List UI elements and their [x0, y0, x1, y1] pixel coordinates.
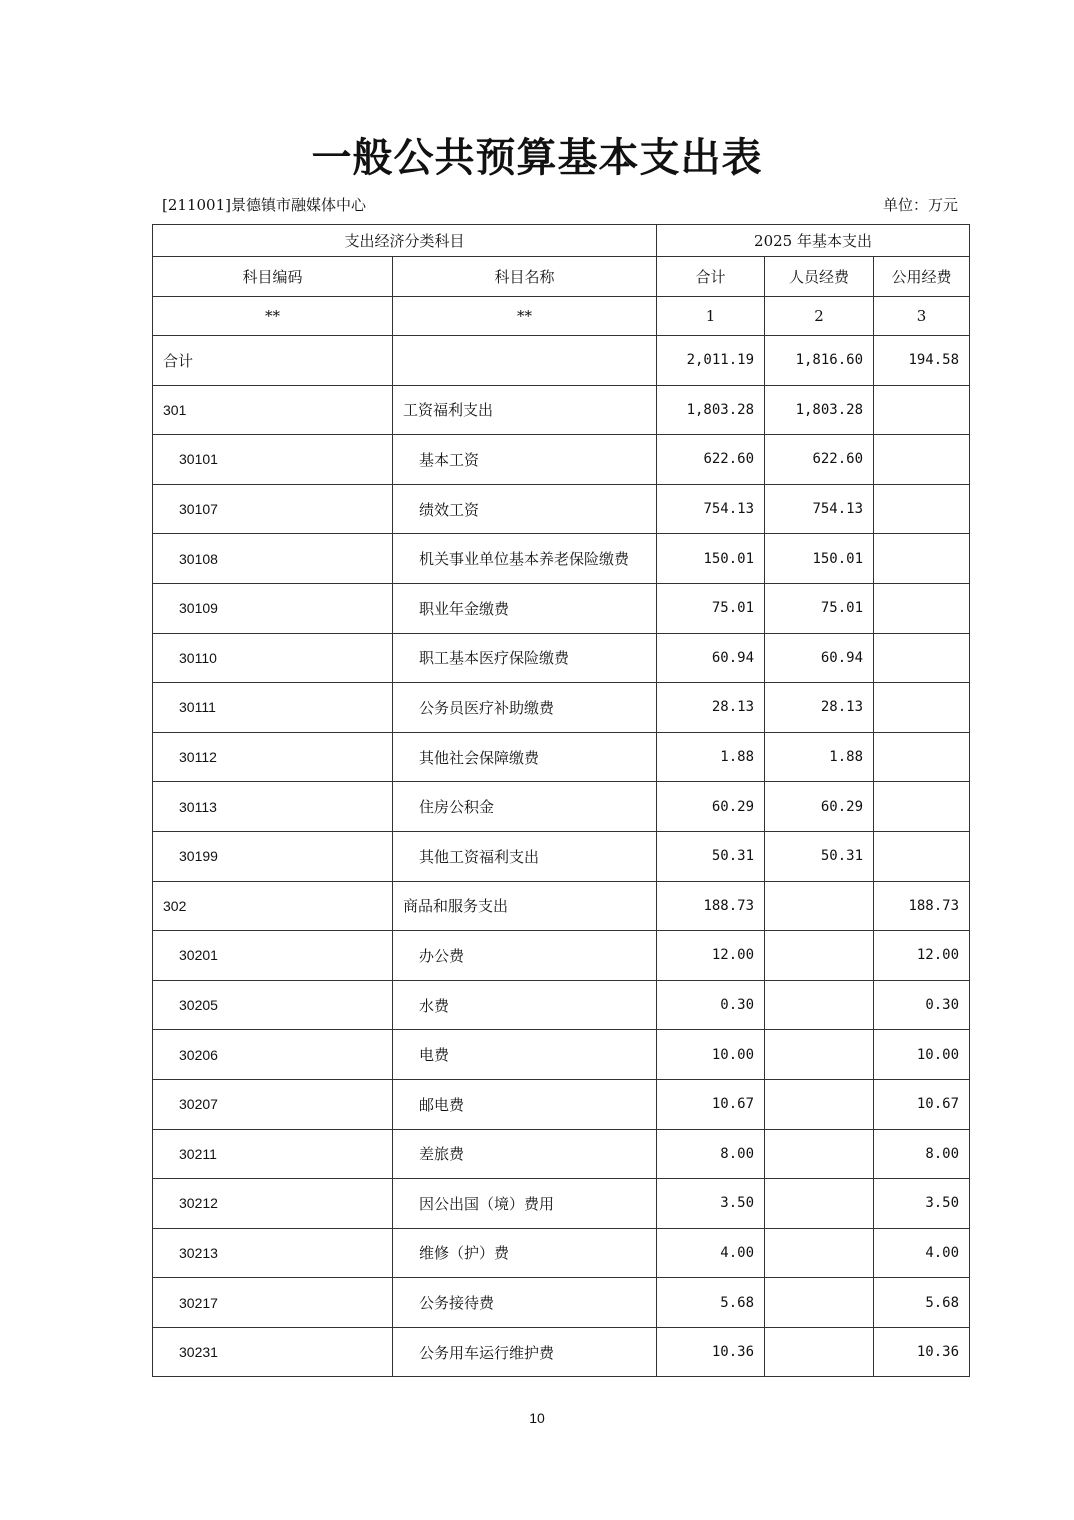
header-group-row	[153, 225, 970, 257]
cell-public: 0.30	[874, 980, 970, 1030]
header-group-left: 支出经济分类科目	[153, 225, 657, 257]
cell-public: 8.00	[874, 1129, 970, 1179]
cell-public	[874, 435, 970, 485]
cell-name: 其他工资福利支出	[393, 831, 657, 881]
table-row	[153, 1327, 970, 1377]
table-row	[153, 1030, 970, 1080]
cell-public	[874, 583, 970, 633]
cell-total: 150.01	[657, 534, 765, 584]
cell-personnel: 1.88	[765, 732, 874, 782]
cell-code: 301	[153, 385, 393, 435]
cell-total: 10.00	[657, 1030, 765, 1080]
cell-personnel	[765, 980, 874, 1030]
cell-name: 基本工资	[393, 435, 657, 485]
cell-name: 邮电费	[393, 1079, 657, 1129]
cell-total: 754.13	[657, 484, 765, 534]
cell-personnel	[765, 1327, 874, 1377]
cell-name	[393, 336, 657, 386]
index-code: **	[153, 297, 393, 336]
cell-public: 10.00	[874, 1030, 970, 1080]
cell-code: 30107	[153, 484, 393, 534]
cell-name: 工资福利支出	[393, 385, 657, 435]
cell-personnel	[765, 1179, 874, 1229]
cell-total: 622.60	[657, 435, 765, 485]
cell-personnel: 28.13	[765, 683, 874, 733]
cell-total: 75.01	[657, 583, 765, 633]
cell-total: 5.68	[657, 1278, 765, 1328]
cell-personnel: 754.13	[765, 484, 874, 534]
cell-code: 30217	[153, 1278, 393, 1328]
cell-code: 30111	[153, 683, 393, 733]
cell-name: 其他社会保障缴费	[393, 732, 657, 782]
table-row	[153, 1129, 970, 1179]
cell-name: 公务员医疗补助缴费	[393, 683, 657, 733]
table-row	[153, 931, 970, 981]
cell-personnel: 75.01	[765, 583, 874, 633]
unit-label: 单位：万元	[882, 196, 958, 214]
cell-code: 30101	[153, 435, 393, 485]
cell-personnel: 1,816.60	[765, 336, 874, 386]
cell-code: 30112	[153, 732, 393, 782]
header-columns-row	[153, 257, 970, 297]
table-row	[153, 534, 970, 584]
cell-code: 302	[153, 881, 393, 931]
cell-personnel: 1,803.28	[765, 385, 874, 435]
page-number: 10	[529, 1410, 545, 1426]
cell-personnel: 150.01	[765, 534, 874, 584]
cell-code: 30201	[153, 931, 393, 981]
table-row	[153, 484, 970, 534]
header-total: 合计	[657, 257, 765, 297]
cell-name: 职工基本医疗保险缴费	[393, 633, 657, 683]
cell-personnel: 60.29	[765, 782, 874, 832]
cell-public: 10.67	[874, 1079, 970, 1129]
cell-public: 188.73	[874, 881, 970, 931]
cell-personnel	[765, 881, 874, 931]
index-personnel: 2	[765, 297, 874, 336]
cell-name: 因公出国（境）费用	[393, 1179, 657, 1229]
cell-public: 4.00	[874, 1228, 970, 1278]
cell-total: 50.31	[657, 831, 765, 881]
cell-code: 30199	[153, 831, 393, 881]
cell-name: 办公费	[393, 931, 657, 981]
page-title: 一般公共预算基本支出表	[311, 134, 763, 181]
cell-code: 30211	[153, 1129, 393, 1179]
cell-name: 住房公积金	[393, 782, 657, 832]
cell-name: 水费	[393, 980, 657, 1030]
cell-total: 0.30	[657, 980, 765, 1030]
cell-total: 60.29	[657, 782, 765, 832]
cell-total: 8.00	[657, 1129, 765, 1179]
cell-code: 30207	[153, 1079, 393, 1129]
table-row	[153, 435, 970, 485]
table-row	[153, 980, 970, 1030]
header-code: 科目编码	[153, 257, 393, 297]
cell-total: 1.88	[657, 732, 765, 782]
cell-code: 30206	[153, 1030, 393, 1080]
cell-public	[874, 831, 970, 881]
cell-name: 绩效工资	[393, 484, 657, 534]
cell-total: 12.00	[657, 931, 765, 981]
cell-total: 188.73	[657, 881, 765, 931]
table-row	[153, 336, 970, 386]
cell-personnel	[765, 1228, 874, 1278]
budget-table	[152, 224, 970, 1377]
index-total: 1	[657, 297, 765, 336]
cell-personnel: 50.31	[765, 831, 874, 881]
cell-total: 1,803.28	[657, 385, 765, 435]
table-row	[153, 782, 970, 832]
cell-public	[874, 385, 970, 435]
cell-public: 12.00	[874, 931, 970, 981]
index-name: **	[393, 297, 657, 336]
cell-total: 2,011.19	[657, 336, 765, 386]
cell-name: 电费	[393, 1030, 657, 1080]
cell-total: 28.13	[657, 683, 765, 733]
cell-public: 10.36	[874, 1327, 970, 1377]
cell-personnel	[765, 1079, 874, 1129]
cell-public	[874, 484, 970, 534]
cell-total: 10.67	[657, 1079, 765, 1129]
table-row	[153, 1079, 970, 1129]
cell-total: 10.36	[657, 1327, 765, 1377]
cell-name: 维修（护）费	[393, 1228, 657, 1278]
header-index-row	[153, 297, 970, 336]
header-name: 科目名称	[393, 257, 657, 297]
cell-public	[874, 782, 970, 832]
cell-code: 合计	[153, 336, 393, 386]
cell-personnel	[765, 1129, 874, 1179]
cell-code: 30109	[153, 583, 393, 633]
cell-public	[874, 732, 970, 782]
cell-public	[874, 633, 970, 683]
cell-code: 30108	[153, 534, 393, 584]
cell-personnel	[765, 931, 874, 981]
table-row	[153, 583, 970, 633]
cell-code: 30212	[153, 1179, 393, 1229]
cell-code: 30205	[153, 980, 393, 1030]
cell-name: 公务用车运行维护费	[393, 1327, 657, 1377]
table-row	[153, 1228, 970, 1278]
cell-personnel	[765, 1278, 874, 1328]
cell-name: 职业年金缴费	[393, 583, 657, 633]
cell-name: 公务接待费	[393, 1278, 657, 1328]
cell-total: 3.50	[657, 1179, 765, 1229]
unit-organization: [211001]景德镇市融媒体中心	[162, 196, 366, 214]
header-public: 公用经费	[874, 257, 970, 297]
cell-name: 机关事业单位基本养老保险缴费	[393, 534, 657, 584]
table-row	[153, 633, 970, 683]
cell-personnel: 622.60	[765, 435, 874, 485]
table-row	[153, 881, 970, 931]
cell-personnel	[765, 1030, 874, 1080]
cell-name: 商品和服务支出	[393, 881, 657, 931]
cell-public: 194.58	[874, 336, 970, 386]
header-personnel: 人员经费	[765, 257, 874, 297]
cell-public: 3.50	[874, 1179, 970, 1229]
cell-public	[874, 534, 970, 584]
table-row	[153, 1179, 970, 1229]
cell-name: 差旅费	[393, 1129, 657, 1179]
table-row	[153, 683, 970, 733]
table-row	[153, 831, 970, 881]
cell-code: 30231	[153, 1327, 393, 1377]
cell-code: 30110	[153, 633, 393, 683]
cell-code: 30213	[153, 1228, 393, 1278]
table-row	[153, 385, 970, 435]
header-group-right: 2025 年基本支出	[657, 225, 970, 257]
cell-total: 4.00	[657, 1228, 765, 1278]
cell-code: 30113	[153, 782, 393, 832]
index-public: 3	[874, 297, 970, 336]
cell-personnel: 60.94	[765, 633, 874, 683]
cell-public	[874, 683, 970, 733]
cell-public: 5.68	[874, 1278, 970, 1328]
table-row	[153, 732, 970, 782]
table-row	[153, 1278, 970, 1328]
cell-total: 60.94	[657, 633, 765, 683]
